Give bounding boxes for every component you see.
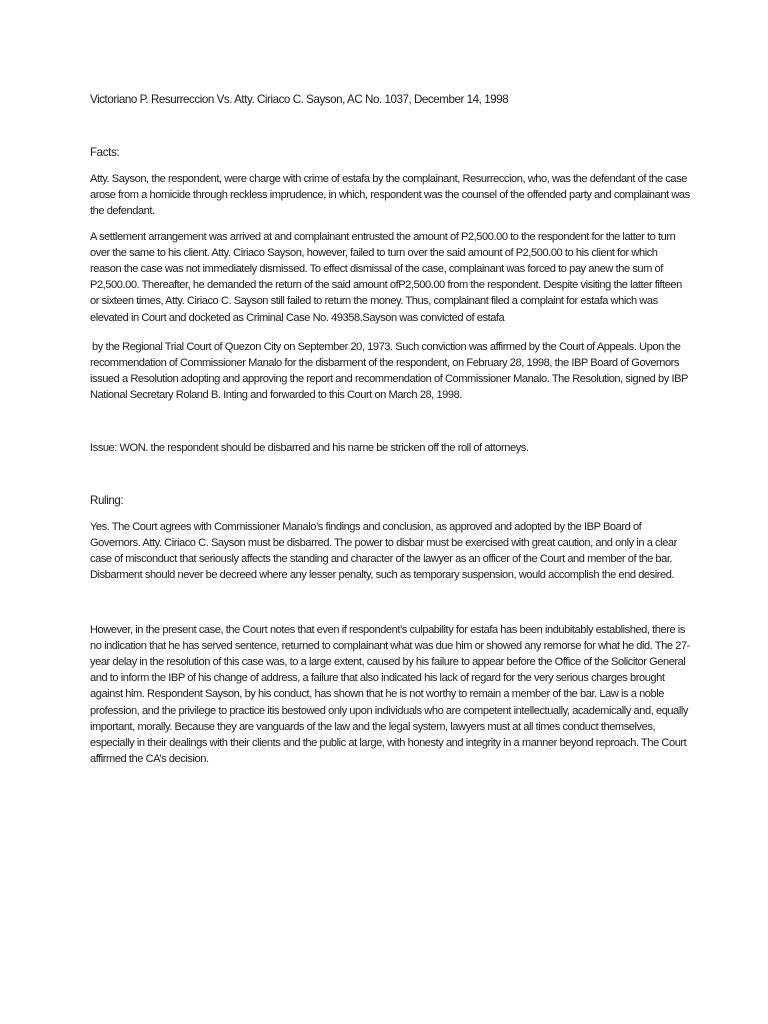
- ruling-heading: Ruling:: [90, 493, 124, 507]
- facts-heading: Facts:: [90, 146, 120, 159]
- issue-paragraph: Issue: WON. the respondent should be disbarred and his name be stricken off the roll of attorneys.: [90, 441, 529, 454]
- ruling-paragraph-1: Yes. The Court agrees with Commissioner Manalo’s findings and conclusion, as approved and adopted by the IBP Board of Governors. Atty. Ciriaco C. Sayson must be disbarred. The power to disbar must be exercised with great caution, and only in a clear case of misconduct that seriously affects the standing and character of the lawyer as an officer of the Court and member of the bar. Disbarment should never be decreed where any lesser penalty, such as temporary suspension, would accomplish the end desired.: [90, 520, 677, 582]
- facts-paragraph-2: A settlement arrangement was arrived at and complainant entrusted the amount of P2,500.00 to the respondent for the latter to turn over the same to his client. Atty. Ciriaco Sayson, however, failed to turn over the said amount of P2,500.00 to his client for which reason the case was not immediately dismissed. To effect dismissal of the case, complainant was forced to pay anew the sum of P2,500.00. Thereafter, he demanded the return of the said amount ofP2,500.00 from the respondent. Despite visiting the latter fifteen or sixteen times, Atty. Ciriaco C. Sayson still failed to return the money. Thus, complainant filed a complaint for estafa which was elevated in Court and docketed as Criminal Case No. 49358.Sayson was convicted of estafa: [90, 230, 682, 324]
- facts-paragraph-1: Atty. Sayson, the respondent, were charge with crime of estafa by the complainant, Resurreccion, who, was the defendant of the case arose from a homicide through reckless imprudence, in which, respondent was the counsel of the offended party and complainant was the defendant.: [90, 173, 690, 218]
- facts-paragraph-3: by the Regional Trial Court of Quezon City on September 20, 1973. Such conviction was affirmed by the Court of Appeals. Upon the recommendation of Commissioner Manalo for the disbarment of the respondent, on February 28, 1998, the IBP Board of Governors issued a Resolution adopting and approving the report and recommendation of Commissioner Manalo. The Resolution, signed by IBP National Secretary Roland B. Inting and forwarded to this Court on March 28, 1998.: [90, 340, 688, 402]
- document-title: Victoriano P. Resurreccion Vs. Atty. Ciriaco C. Sayson, AC No. 1037, December 14, 1998: [90, 93, 509, 106]
- ruling-paragraph-2: However, in the present case, the Court notes that even if respondent’s culpability for estafa has been indubitably established, there is no indication that he has served sentence, returned to complainant what was due him or showed any remorse for what he did. The 27-year delay in the resolution of this case was, to a large extent, caused by his failure to appear before the Office of the Solicitor General and to inform the IBP of his change of address, a failure that also indicated his lack of regard for the very serious charges brought against him. Respondent Sayson, by his conduct, has shown that he is not worthy to remain a member of the bar. Law is a noble profession, and the privilege to practice itis bestowed only upon individuals who are competent intellectually, academically and, equally important, morally. Because they are vanguards of the law and the legal system, lawyers must at all times conduct themselves, especially in their dealings with their clients and the public at large, with honesty and integrity in a manner beyond reproach. The Court affirmed the CA’s decision.: [90, 623, 690, 766]
